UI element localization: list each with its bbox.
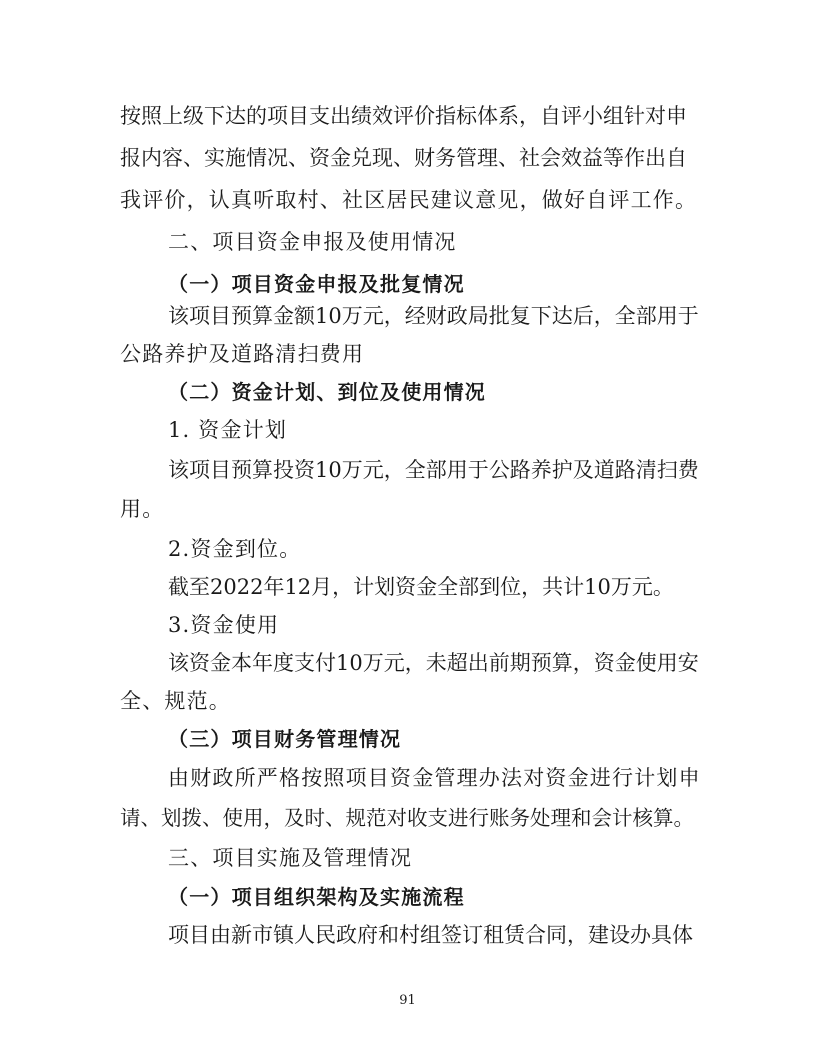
subsection-heading: （二）资金计划、到位及使用情况	[168, 380, 486, 404]
paragraph-line: 公路养护及道路清扫费用	[120, 342, 365, 366]
paragraph-line: 报内容、实施情况、资金兑现、财务管理、社会效益等作出自	[120, 146, 687, 170]
item-heading: 1. 资金计划	[168, 418, 288, 442]
item-heading: 3.资金使用	[168, 613, 280, 637]
paragraph-line: 该项目预算投资10万元，全部用于公路养护及道路清扫费	[168, 458, 699, 482]
page-number: 91	[399, 993, 416, 1008]
paragraph-line: 该资金本年度支付10万元，未超出前期预算，资金使用安	[168, 651, 699, 675]
paragraph-line: 截至2022年12月，计划资金全部到位，共计10万元。	[168, 575, 674, 599]
paragraph-line: 由财政所严格按照项目资金管理办法对资金进行计划申	[168, 766, 701, 790]
paragraph-line: 项目由新市镇人民政府和村组签订租赁合同，建设办具体	[168, 923, 693, 947]
paragraph-line: 我评价，认真听取村、社区居民建议意见，做好自评工作。	[120, 188, 698, 212]
paragraph-line: 按照上级下达的项目支出绩效评价指标体系，自评小组针对申	[120, 104, 687, 128]
section-heading: 三、项目实施及管理情况	[168, 846, 413, 870]
section-heading: 二、项目资金申报及使用情况	[168, 230, 457, 254]
subsection-heading: （一）项目资金申报及批复情况	[168, 272, 465, 296]
paragraph-line: 全、规范。	[120, 689, 231, 713]
subsection-heading: （一）项目组织架构及实施流程	[168, 885, 465, 909]
paragraph-line: 该项目预算金额10万元，经财政局批复下达后，全部用于	[168, 304, 699, 328]
paragraph-line: 用。	[120, 497, 165, 521]
subsection-heading: （三）项目财务管理情况	[168, 727, 402, 751]
item-heading: 2.资金到位。	[168, 537, 302, 561]
paragraph-line: 请、划拨、使用，及时、规范对收支进行账务处理和会计核算。	[120, 806, 694, 830]
